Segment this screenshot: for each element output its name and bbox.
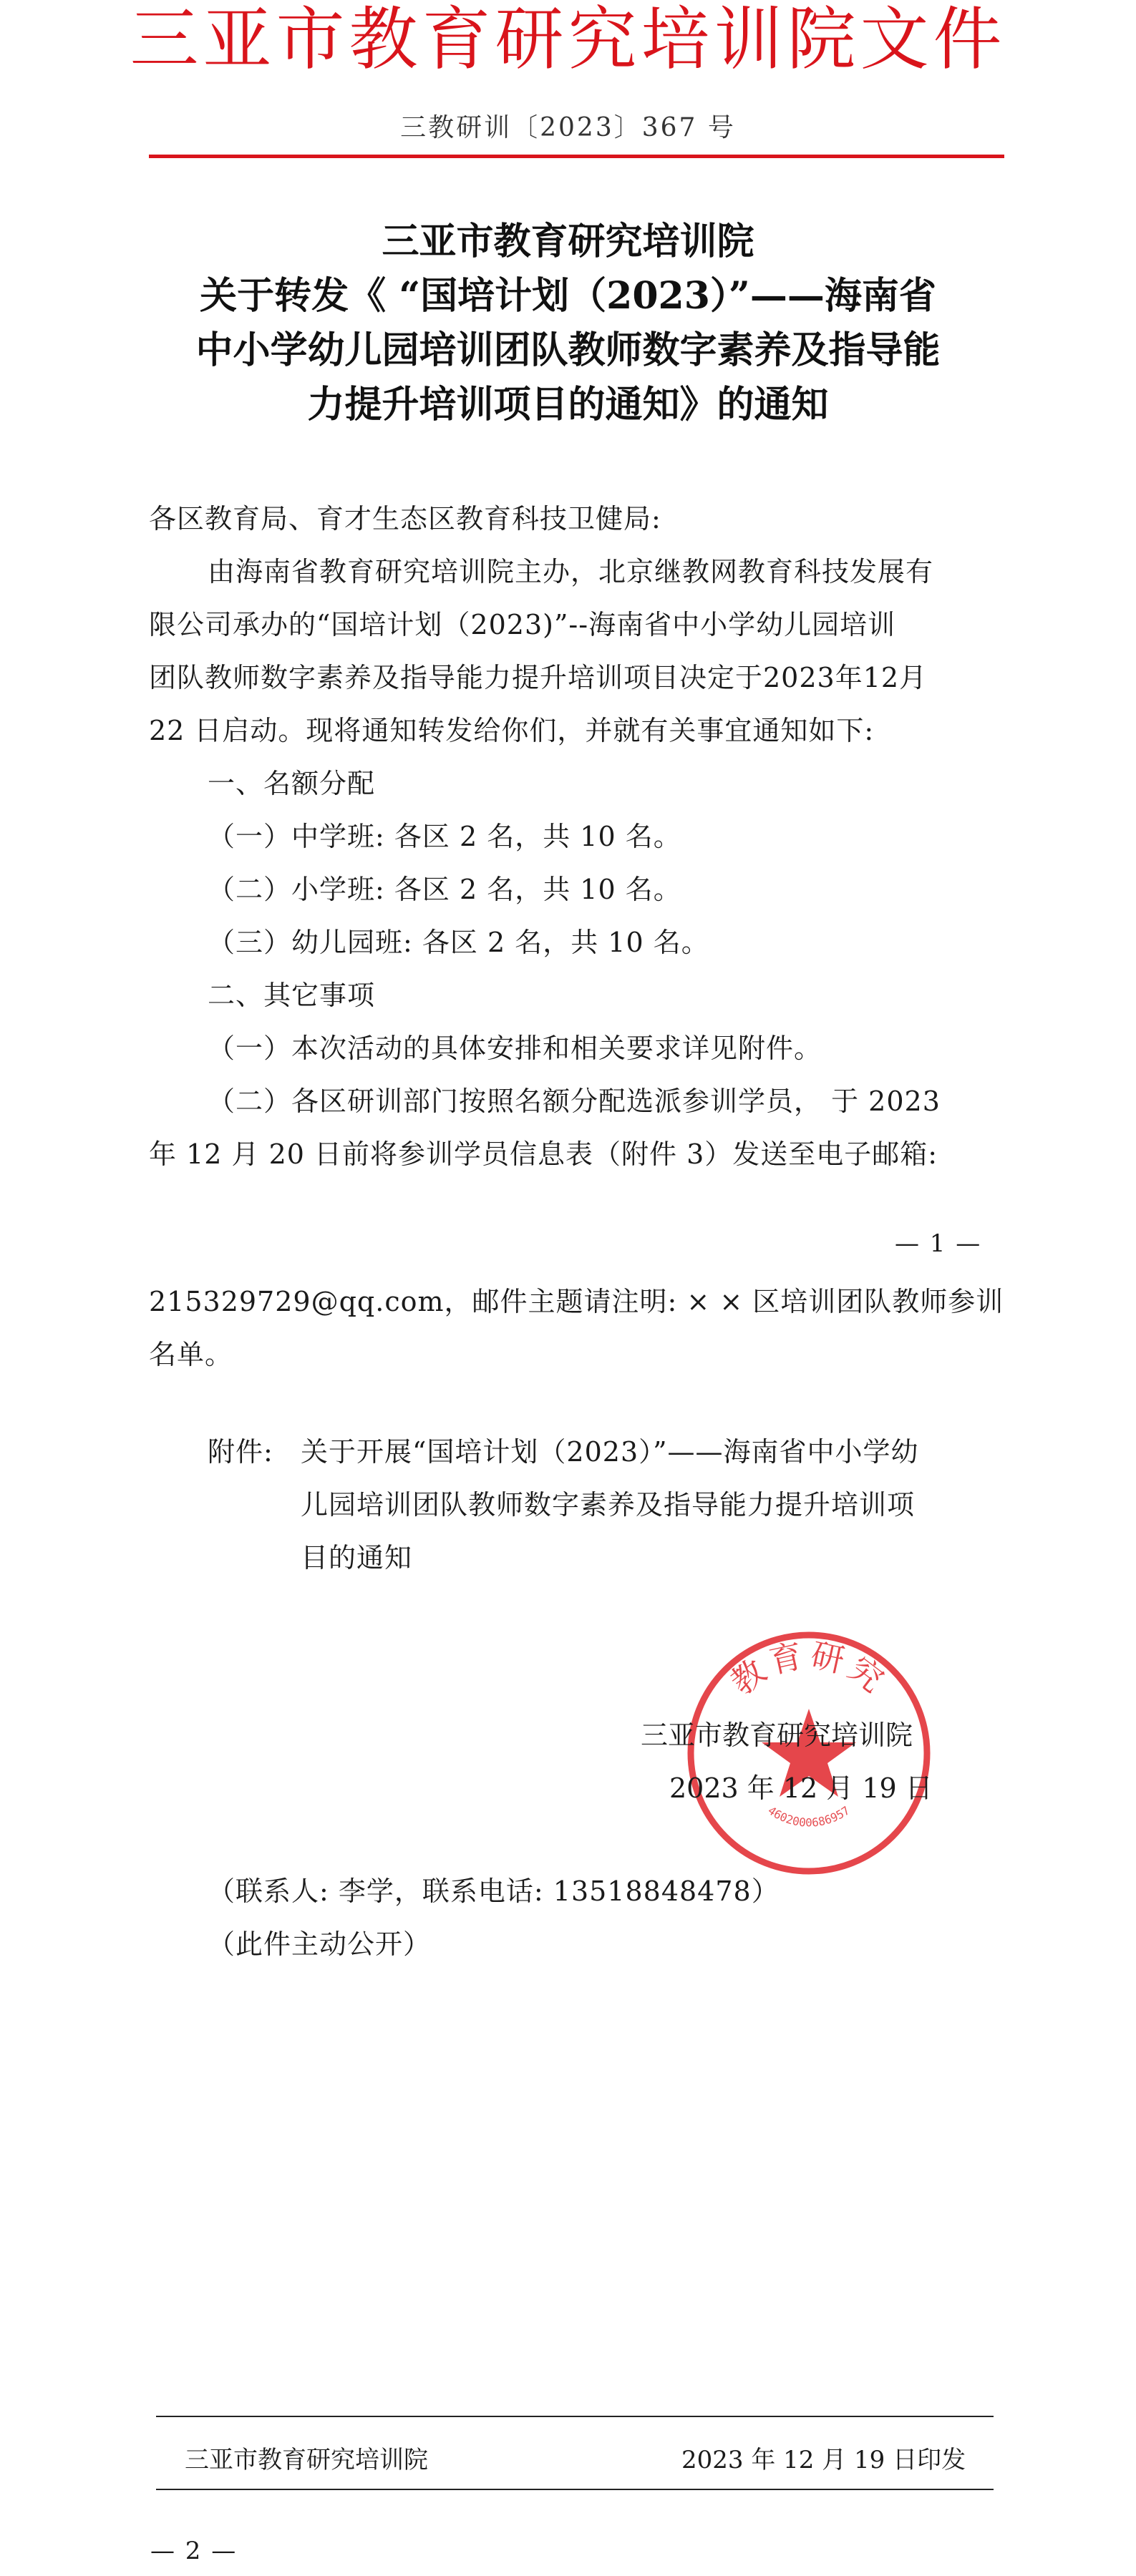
document-masthead: 三亚市教育研究培训院文件 bbox=[130, 0, 1006, 79]
paragraph-line: 限公司承办的“国培计划（2023)”--海南省中小学幼儿园培训 bbox=[149, 609, 896, 640]
attachment-line: 儿园培训团队教师数字素养及指导能力提升培训项 bbox=[301, 1489, 916, 1521]
list-item: （三）幼儿园班: 各区 2 名，共 10 名。 bbox=[208, 927, 709, 958]
title-line: 三亚市教育研究培训院 bbox=[382, 220, 754, 263]
list-item: （二）小学班: 各区 2 名，共 10 名。 bbox=[208, 874, 681, 905]
footer-issuer: 三亚市教育研究培训院 bbox=[185, 2446, 428, 2474]
signature-date: 2023 年 12 月 19 日 bbox=[669, 1772, 933, 1804]
attachment-line: 目的通知 bbox=[301, 1542, 413, 1574]
salutation: 各区教育局、育才生态区教育科技卫健局: bbox=[149, 503, 661, 535]
paragraph-line: 年 12 月 20 日前将参训学员信息表（附件 3）发送至电子邮箱: bbox=[149, 1138, 938, 1170]
paragraph-line: 215329729@qq.com，邮件主题请注明: × × 区培训团队教师参训 bbox=[149, 1286, 1004, 1317]
document-title bbox=[107, 215, 1029, 432]
list-item: （一）本次活动的具体安排和相关要求详见附件。 bbox=[208, 1033, 822, 1064]
paragraph-line: 团队教师数字素养及指导能力提升培训项目决定于2023年12月 bbox=[149, 662, 928, 693]
attachment-label: 附件: bbox=[208, 1436, 273, 1468]
paragraph-line: 名单。 bbox=[149, 1339, 233, 1370]
disclosure-note: （此件主动公开） bbox=[208, 1928, 432, 1960]
list-item: （一）中学班: 各区 2 名，共 10 名。 bbox=[208, 821, 681, 852]
footer-top-line bbox=[156, 2416, 994, 2417]
seal-text: 教育研究 bbox=[723, 1635, 895, 1702]
signature-organization: 三亚市教育研究培训院 bbox=[641, 1719, 913, 1751]
section-heading-other: 二、其它事项 bbox=[208, 980, 376, 1011]
document-number: 三教研训〔2023〕367 号 bbox=[400, 113, 736, 142]
seal-code: 4602000686957 bbox=[765, 1803, 853, 1830]
page-number-2: — 2 — bbox=[150, 2537, 238, 2565]
contact-info: （联系人: 李学，联系电话: 13518848478） bbox=[208, 1875, 780, 1907]
paragraph-line: 22 日启动。现将通知转发给你们，并就有关事宜通知如下: bbox=[149, 715, 875, 746]
title-line: 中小学幼儿园培训团队教师数字素养及指导能 bbox=[195, 328, 941, 372]
paragraph-line: 由海南省教育研究培训院主办，北京继教网教育科技发展有 bbox=[208, 556, 934, 587]
footer-bottom-line bbox=[156, 2489, 994, 2490]
footer-print-date: 2023 年 12 月 19 日印发 bbox=[681, 2446, 966, 2474]
title-line: 关于转发《 “国培计划（2023）”——海南省 bbox=[200, 274, 936, 318]
red-divider-line bbox=[149, 155, 1004, 158]
attachment-line: 关于开展“国培计划（2023）”——海南省中小学幼 bbox=[301, 1436, 919, 1468]
title-line: 力提升培训项目的通知》的通知 bbox=[307, 383, 829, 426]
section-heading-quota: 一、名额分配 bbox=[208, 768, 376, 799]
page-number-1: — 1 — bbox=[895, 1229, 982, 1258]
list-item: （二）各区研训部门按照名额分配选派参训学员， 于 2023 bbox=[208, 1085, 941, 1117]
